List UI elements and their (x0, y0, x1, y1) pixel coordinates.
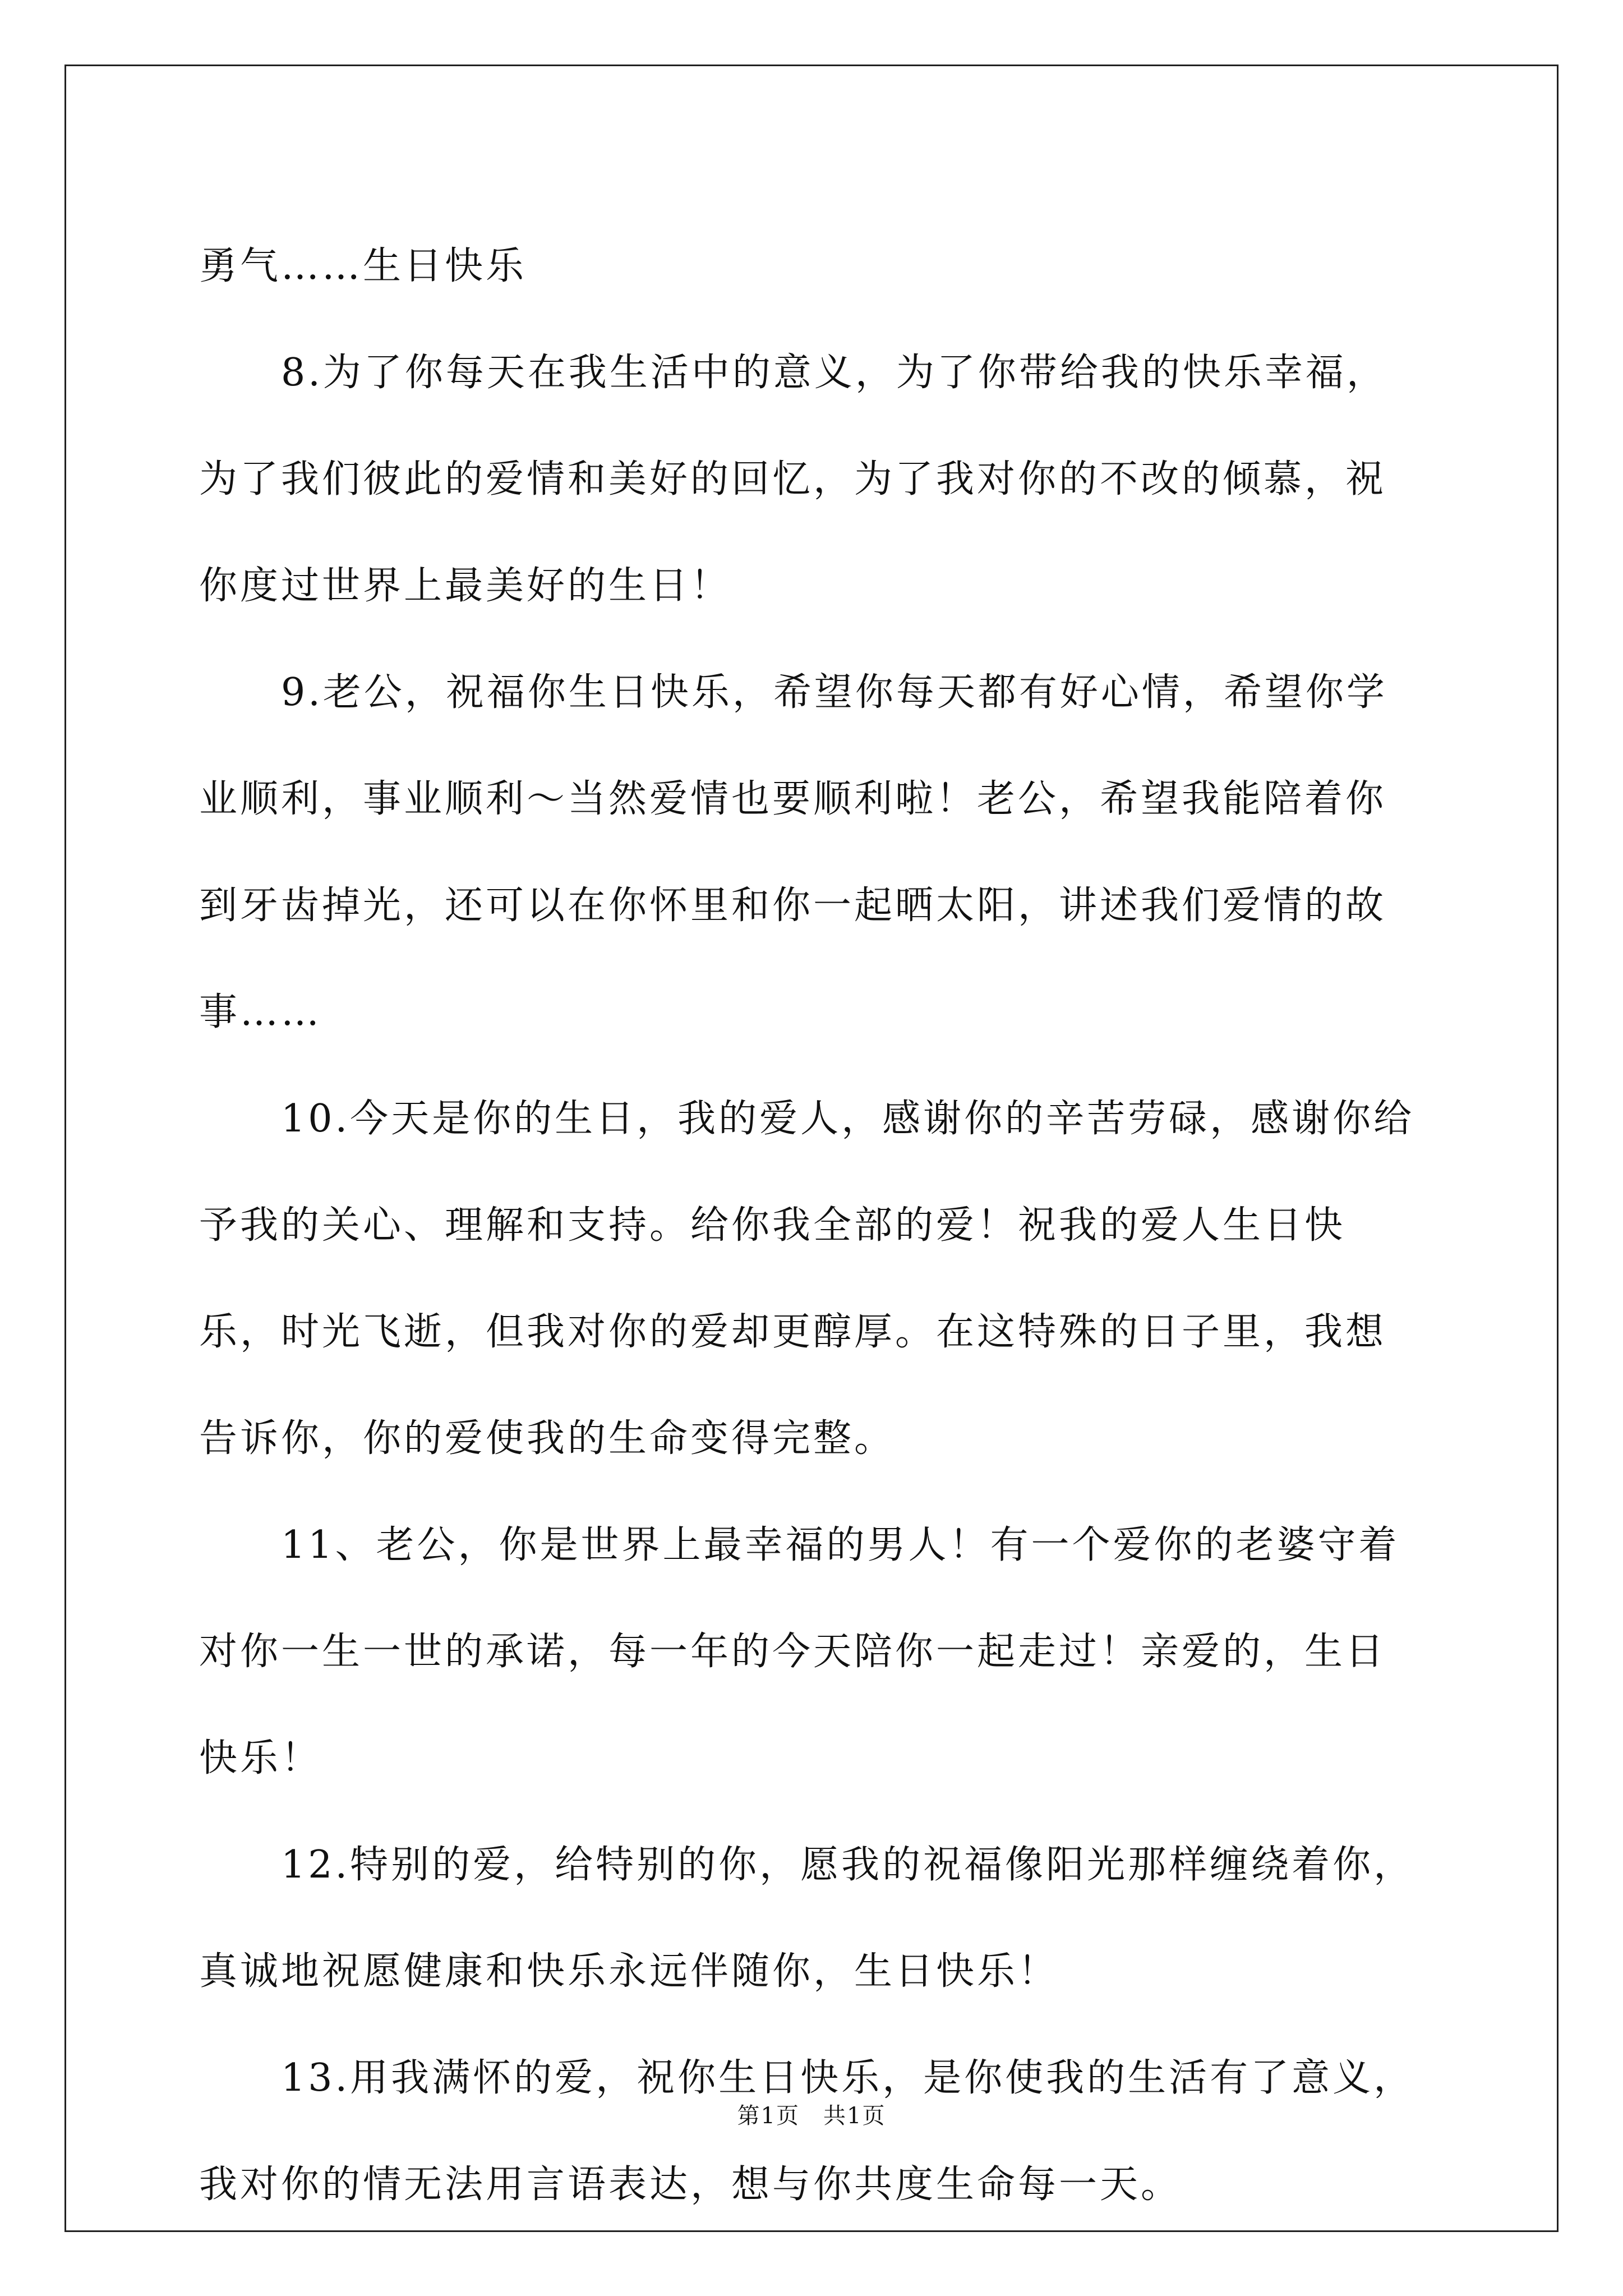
document-body (199, 213, 1422, 2238)
paragraph-item-10: 10.今天是你的生日，我的爱人，感谢你的辛苦劳碌，感谢你给予我的关心、理解和支持。给你我全部的爱！祝我的爱人生日快乐，时光飞逝，但我对你的爱却更醇厚。在这特殊的日子里，我想告诉你，你的爱使我的生命变得完整。 (199, 1097, 1415, 1461)
paragraph-item-8: 8.为了你每天在我生活中的意义，为了你带给我的快乐幸福，为了我们彼此的爱情和美好的回忆，为了我对你的不改的倾慕，祝你度过世界上最美好的生日！ (199, 351, 1387, 608)
paragraph-continuation: 勇气……生日快乐 (199, 244, 527, 288)
paragraph-item-13: 13.用我满怀的爱，祝你生日快乐，是你使我的生活有了意义，我对你的情无法用言语表达，想与你共度生命每一天。 (199, 2056, 1415, 2207)
page-number-footer: 第1页 共1页 (737, 2103, 886, 2129)
paragraph-item-9: 9.老公，祝福你生日快乐，希望你每天都有好心情，希望你学业顺利，事业顺利～当然爱情也要顺利啦！老公，希望我能陪着你到牙齿掉光，还可以在你怀里和你一起晒太阳，讲述我们爱情的故事…… (199, 670, 1387, 1034)
paragraph-item-11: 11、老公，你是世界上最幸福的男人！有一个爱你的老婆守着对你一生一世的承诺，每一年的今天陪你一起走过！亲爱的，生日快乐！ (199, 1523, 1400, 1780)
paragraph-item-12: 12.特别的爱，给特别的你，愿我的祝福像阳光那样缠绕着你，真诚地祝愿健康和快乐永远伴随你，生日快乐！ (199, 1843, 1415, 1994)
